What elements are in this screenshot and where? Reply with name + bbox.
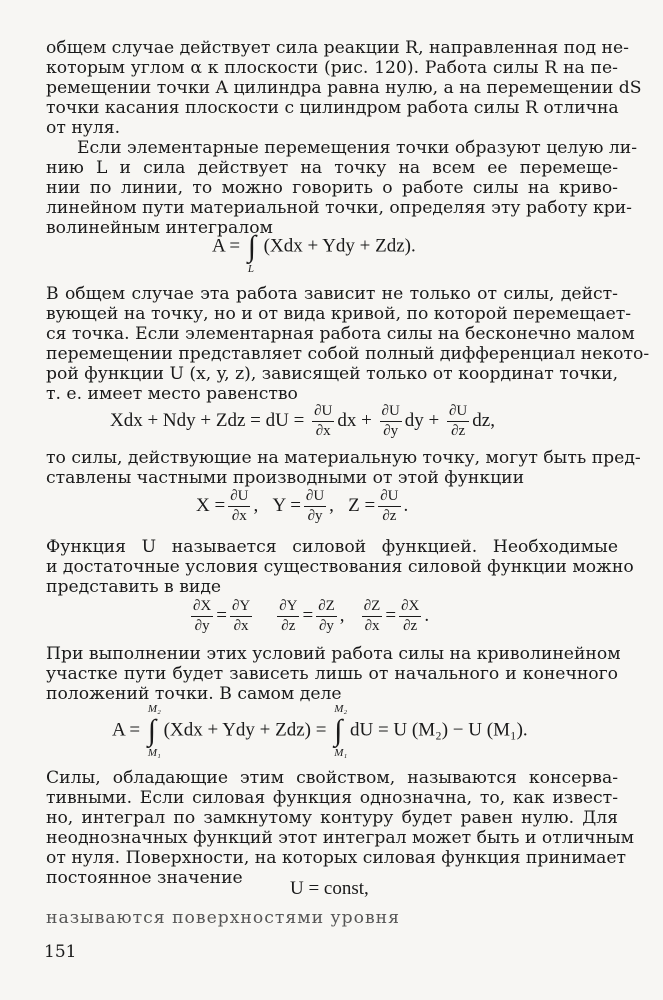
text-line: вующей на точку, но и от вида кривой, по которой перемещает- [46, 304, 632, 324]
text-line: При выполнении этих условий работа силы на криволинейном [46, 644, 621, 664]
text-line: Если элементарные перемещения точки образуют целую ли- [77, 138, 638, 158]
text-line: представить в виде [46, 577, 222, 597]
equation-total-differential: Xdx + Ndy + Zdz = dU = $\frac{\partial U}{\partial x}$ dx + $\frac{\partial U}{\partial y}$ dy + $\frac{\partial U}{\partial z}$ dz, [110, 403, 495, 439]
fraction: $\frac{\partial U}{\partial y}$ [381, 403, 400, 439]
text-line: В общем случае эта работа зависит не только от силы, дейст- [46, 284, 618, 304]
text-line: участке пути будет зависеть лишь от начального и конечного [46, 664, 618, 684]
text-line: но, интеграл по замкнутому контуру будет равен нулю. Для [46, 808, 618, 828]
equation-conditions: $\frac{\partial X}{\partial y}$ = $\frac{\partial Y}{\partial x}$ $\frac{\partial Y}{\partial z}$ = $\frac{\partial Z}{\partial y}$ , $\frac{\partial Z}{\partial x}$ = $\frac{\partial X}{\partial z}$ . [193, 598, 430, 634]
text-line: и достаточные условия существования силовой функции можно [46, 557, 634, 577]
equation-constant: U = const, [290, 878, 369, 899]
fraction: $\frac{\partial U}{\partial x}$ [314, 403, 333, 439]
page-number: 151 [44, 942, 77, 962]
text-line: постоянное значение [46, 868, 243, 888]
text-line: от нуля. Поверхности, на которых силовая функция принимает [46, 848, 627, 868]
text-line: общем случае действует сила реакции R, направленная под не- [46, 38, 629, 58]
text-line: ся точка. Если элементарная работа силы на бесконечно малом [46, 324, 635, 344]
text-line: называются поверхностями уровня [46, 908, 400, 928]
text-line: рой функции U (x, y, z), зависящей только от координат точки, [46, 364, 619, 384]
text-line: то силы, действующие на материальную точку, могут быть пред- [46, 448, 641, 468]
text-line: которым углом α к плоскости (рис. 120). Работа силы R на пе- [46, 58, 618, 78]
equation-line-integral: A = ∫ L (Xdx + Ydy + Zdz). [212, 230, 416, 275]
integral-sign: ∫ M₂ M₁ [334, 703, 348, 759]
equation-partial-derivatives: X = $\frac{\partial U}{\partial x}$ , Y = $\frac{\partial U}{\partial y}$ , Z = $\frac{\partial U}{\partial z}$ . [196, 488, 409, 524]
text-line: ремещении точки A цилиндра равна нулю, а на перемещении dS [46, 78, 642, 98]
text-line: нии по линии, то можно говорить о работе силы на криво- [46, 178, 618, 198]
integral-sign: ∫ M₂ M₁ [147, 703, 161, 759]
text-line: неоднозначных функций этот интеграл может быть и отличным [46, 828, 635, 848]
text-line: положений точки. В самом деле [46, 684, 342, 704]
text-line: от нуля. [46, 118, 121, 138]
text-line: перемещении представляет собой полный дифференциал некото- [46, 344, 650, 364]
text-line: ставлены частными производными от этой функции [46, 468, 525, 488]
equation-work-integral: A = ∫ M₂ M₁ (Xdx + Ydy + Zdz) = ∫ M₂ M₁ dU = U (M₂) − U (M₁). [112, 703, 528, 759]
text-line: т. е. имеет место равенство [46, 384, 298, 404]
text-line: тивными. Если силовая функция однозначна, то, как извест- [46, 788, 618, 808]
text-line: нию L и сила действует на точку на всем ее перемеще- [46, 158, 618, 178]
text-line: линейном пути материальной точки, определяя эту работу кри- [46, 198, 632, 218]
text-line: точки касания плоскости с цилиндром работа силы R отлична [46, 98, 619, 118]
text-line: Функция U называется силовой функцией. Необходимые [46, 537, 618, 557]
fraction: $\frac{\partial U}{\partial z}$ [449, 403, 468, 439]
integral-sign: ∫ L [247, 230, 256, 275]
text-line: Силы, обладающие этим свойством, называются консерва- [46, 768, 618, 788]
text-line: волинейным интегралом [46, 218, 273, 238]
